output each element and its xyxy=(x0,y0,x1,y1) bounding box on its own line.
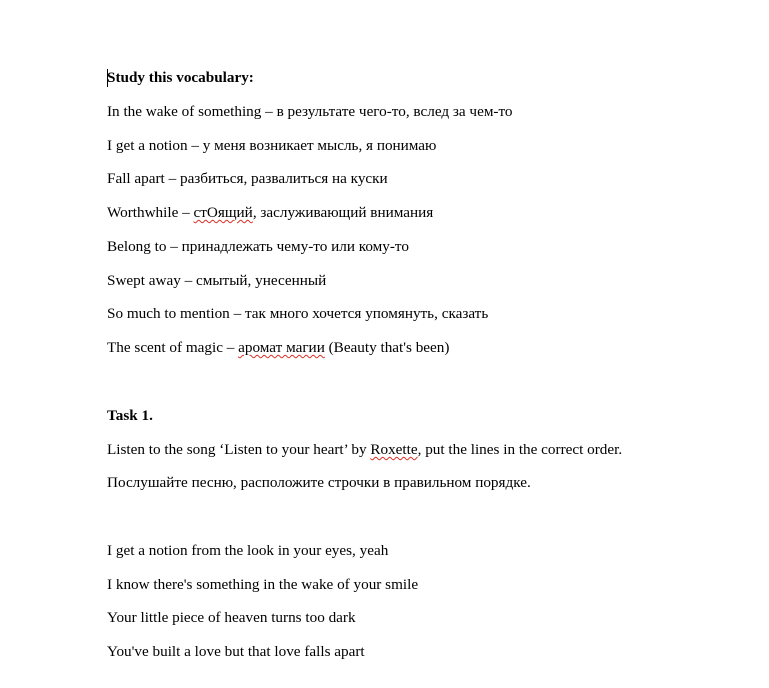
vocab-item xyxy=(107,170,388,188)
vocab-item xyxy=(107,137,436,155)
song-line: Your little piece of heaven turns too dark xyxy=(107,609,356,626)
vocab-item xyxy=(107,238,409,256)
instruction-text: , put the lines in the correct order. xyxy=(417,441,623,458)
vocab-separator: – xyxy=(180,272,196,289)
vocab-term: So much to mention xyxy=(107,305,230,322)
instruction-text: Listen to the song ‘Listen to your heart’ by xyxy=(107,441,371,458)
vocab-translation: смытый, унесенный xyxy=(196,272,327,289)
task1-instruction-en xyxy=(107,441,622,459)
task1-instruction-ru: Послушайте песню, расположите строчки в правильном порядке. xyxy=(107,474,531,491)
vocab-translation: (Beauty that's been) xyxy=(324,339,450,356)
vocab-separator: – xyxy=(261,103,277,120)
vocabulary-heading: Study this vocabulary: xyxy=(107,69,254,86)
vocab-translation: разбиться, развалиться на куски xyxy=(179,170,388,187)
vocab-separator: – xyxy=(229,305,245,322)
vocab-item xyxy=(107,305,488,323)
spellcheck-flagged-word[interactable]: стОящий xyxy=(193,204,253,221)
vocab-translation: так много хочется упомянуть, сказать xyxy=(244,305,489,322)
vocab-separator: – xyxy=(222,339,239,356)
vocab-separator: – xyxy=(166,238,182,255)
vocab-term: The scent of magic xyxy=(107,339,223,356)
vocab-term: Worthwhile xyxy=(107,204,179,221)
vocab-separator: – xyxy=(164,170,180,187)
vocab-term: Belong to xyxy=(107,238,167,255)
song-line: I know there's something in the wake of your smile xyxy=(107,576,419,593)
vocab-translation: принадлежать чему-то или кому-то xyxy=(181,238,409,255)
vocab-separator: – xyxy=(187,137,203,154)
song-line: I get a notion from the look in your eyes, yeah xyxy=(107,542,389,559)
vocab-item xyxy=(107,103,513,121)
task1-heading: Task 1. xyxy=(107,407,153,424)
vocab-item xyxy=(107,272,326,290)
spellcheck-flagged-word[interactable]: Roxette xyxy=(370,441,418,458)
vocab-item xyxy=(107,339,449,357)
vocab-term: Fall apart xyxy=(107,170,165,187)
vocab-term: In the wake of something xyxy=(107,103,262,120)
spellcheck-flagged-word[interactable]: аромат магии xyxy=(238,339,325,356)
vocab-separator: – xyxy=(178,204,194,221)
song-line: You've built a love but that love falls apart xyxy=(107,643,365,660)
vocab-term: Swept away xyxy=(107,272,181,289)
vocab-translation: , заслуживающий внимания xyxy=(252,204,434,221)
vocab-translation: в результате чего-то, вслед за чем-то xyxy=(276,103,513,120)
vocab-item xyxy=(107,204,433,222)
vocab-term: I get a notion xyxy=(107,137,188,154)
vocab-translation: у меня возникает мысль, я понимаю xyxy=(202,137,437,154)
